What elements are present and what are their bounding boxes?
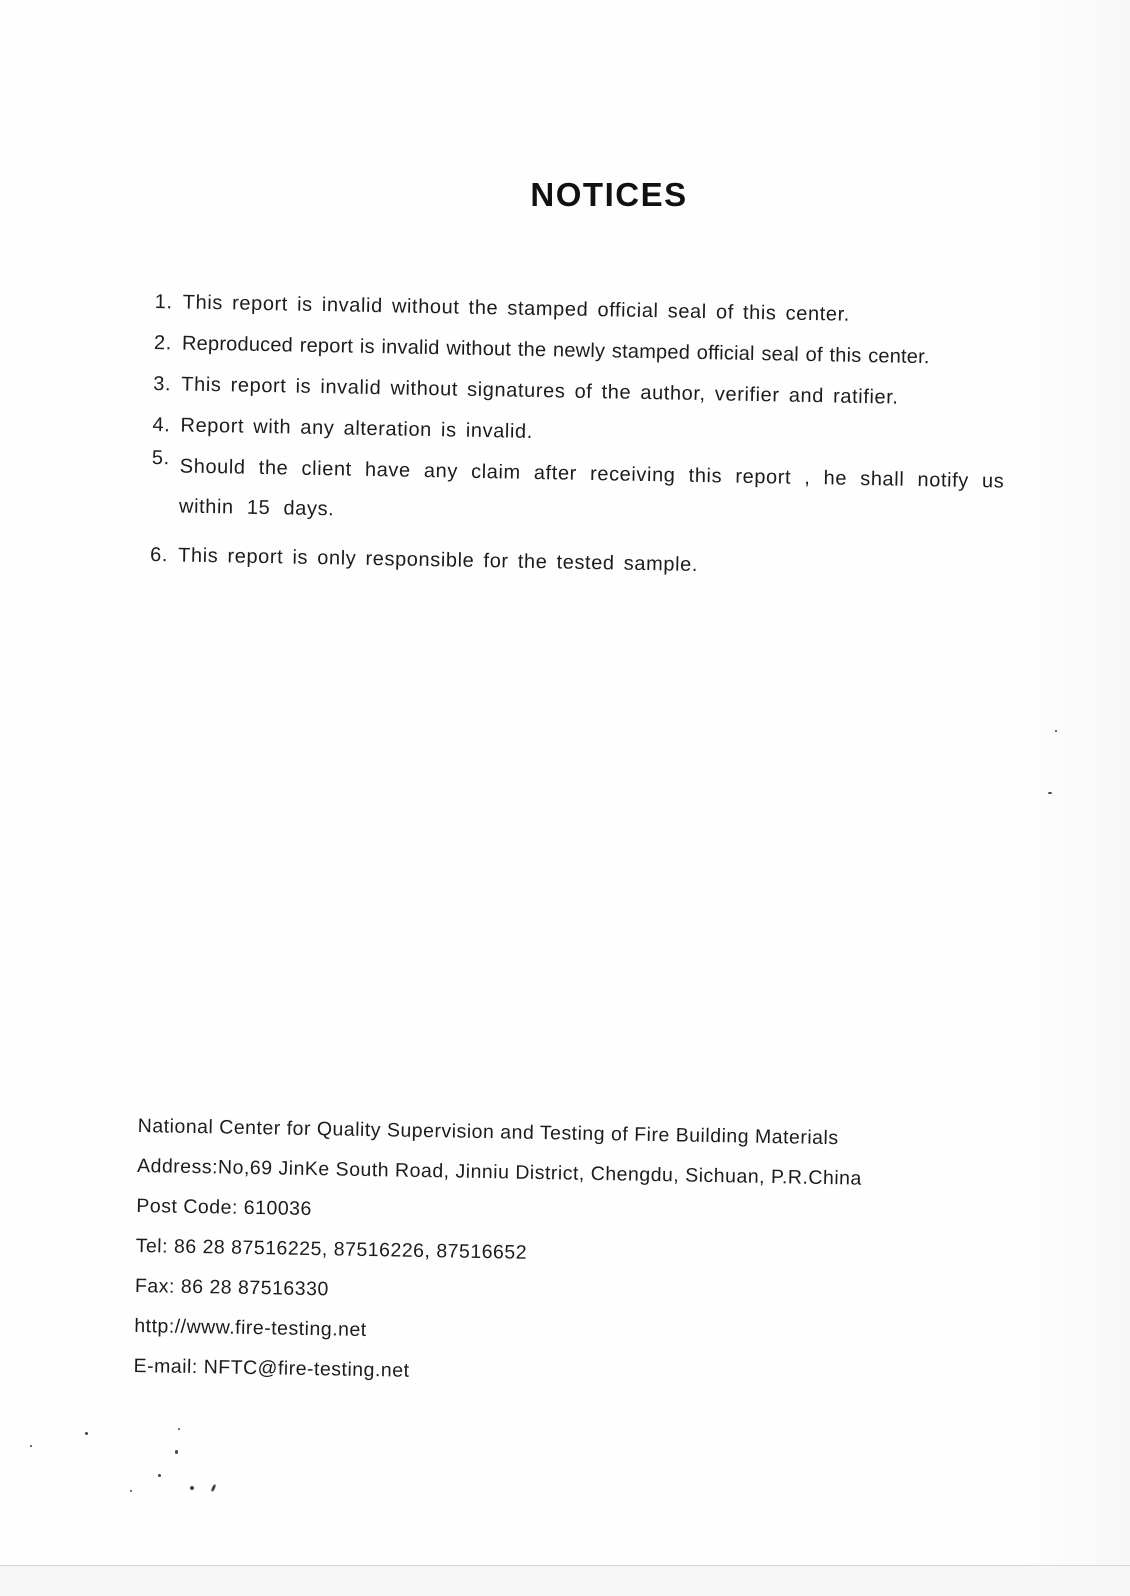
notice-text: This report is only responsible for the tested sample. (177, 544, 699, 576)
scan-speck (30, 1445, 32, 1447)
website-link: http://www.fire-testing.net (134, 1314, 367, 1342)
notice-number: 4. (152, 413, 171, 437)
contact-block (133, 1114, 978, 1409)
organization-name: National Center for Quality Supervision and Testing of Fire Building Materials (137, 1114, 839, 1150)
scan-speck (130, 1490, 132, 1492)
scan-speck (85, 1432, 88, 1435)
address-line: Address:No,69 JinKe South Road, Jinniu District, Chengdu, Sichuan, P.R.China (136, 1154, 863, 1190)
notice-number: 5. (151, 446, 171, 470)
fax: Fax: 86 28 87516330 (134, 1274, 329, 1301)
post-code: Post Code: 610036 (136, 1194, 313, 1221)
notice-number: 6. (149, 543, 169, 567)
notice-item (155, 290, 1055, 330)
notice-item (151, 446, 1052, 542)
notice-item (153, 372, 1053, 412)
notice-number: 2. (153, 331, 173, 355)
scan-speck (178, 1428, 180, 1430)
notice-text: This report is invalid without the stamped official seal of this center. (182, 291, 851, 326)
scan-speck (158, 1474, 161, 1477)
scan-shadow (1020, 0, 1130, 1596)
scan-speck (1055, 730, 1057, 732)
notice-number: 3. (153, 372, 172, 396)
notice-item (152, 413, 1052, 453)
notice-text: Report with any alteration is invalid. (180, 414, 534, 443)
scan-speck (175, 1450, 178, 1454)
scan-speck (1048, 792, 1052, 794)
notice-item (150, 543, 1050, 583)
notice-text: This report is invalid without signatures of the author, verifier and ratifier. (181, 373, 899, 409)
telephone: Tel: 86 28 87516225, 87516226, 87516652 (135, 1234, 528, 1264)
notices-list (150, 290, 1055, 600)
scan-speck (190, 1486, 194, 1490)
scan-speck (210, 1484, 216, 1493)
notice-text: Reproduced report is invalid without the newly stamped official seal of this center. (181, 332, 930, 369)
notice-text: Should the client have any claim after receiving this report , he shall notify us within 15 days. (178, 455, 1005, 521)
page-title: NOTICES (530, 176, 688, 213)
notice-number: 1. (154, 290, 173, 314)
notice-item (154, 331, 1054, 371)
scan-bottom-edge (0, 1565, 1130, 1596)
email-link: E-mail: NFTC@fire-testing.net (133, 1354, 410, 1382)
